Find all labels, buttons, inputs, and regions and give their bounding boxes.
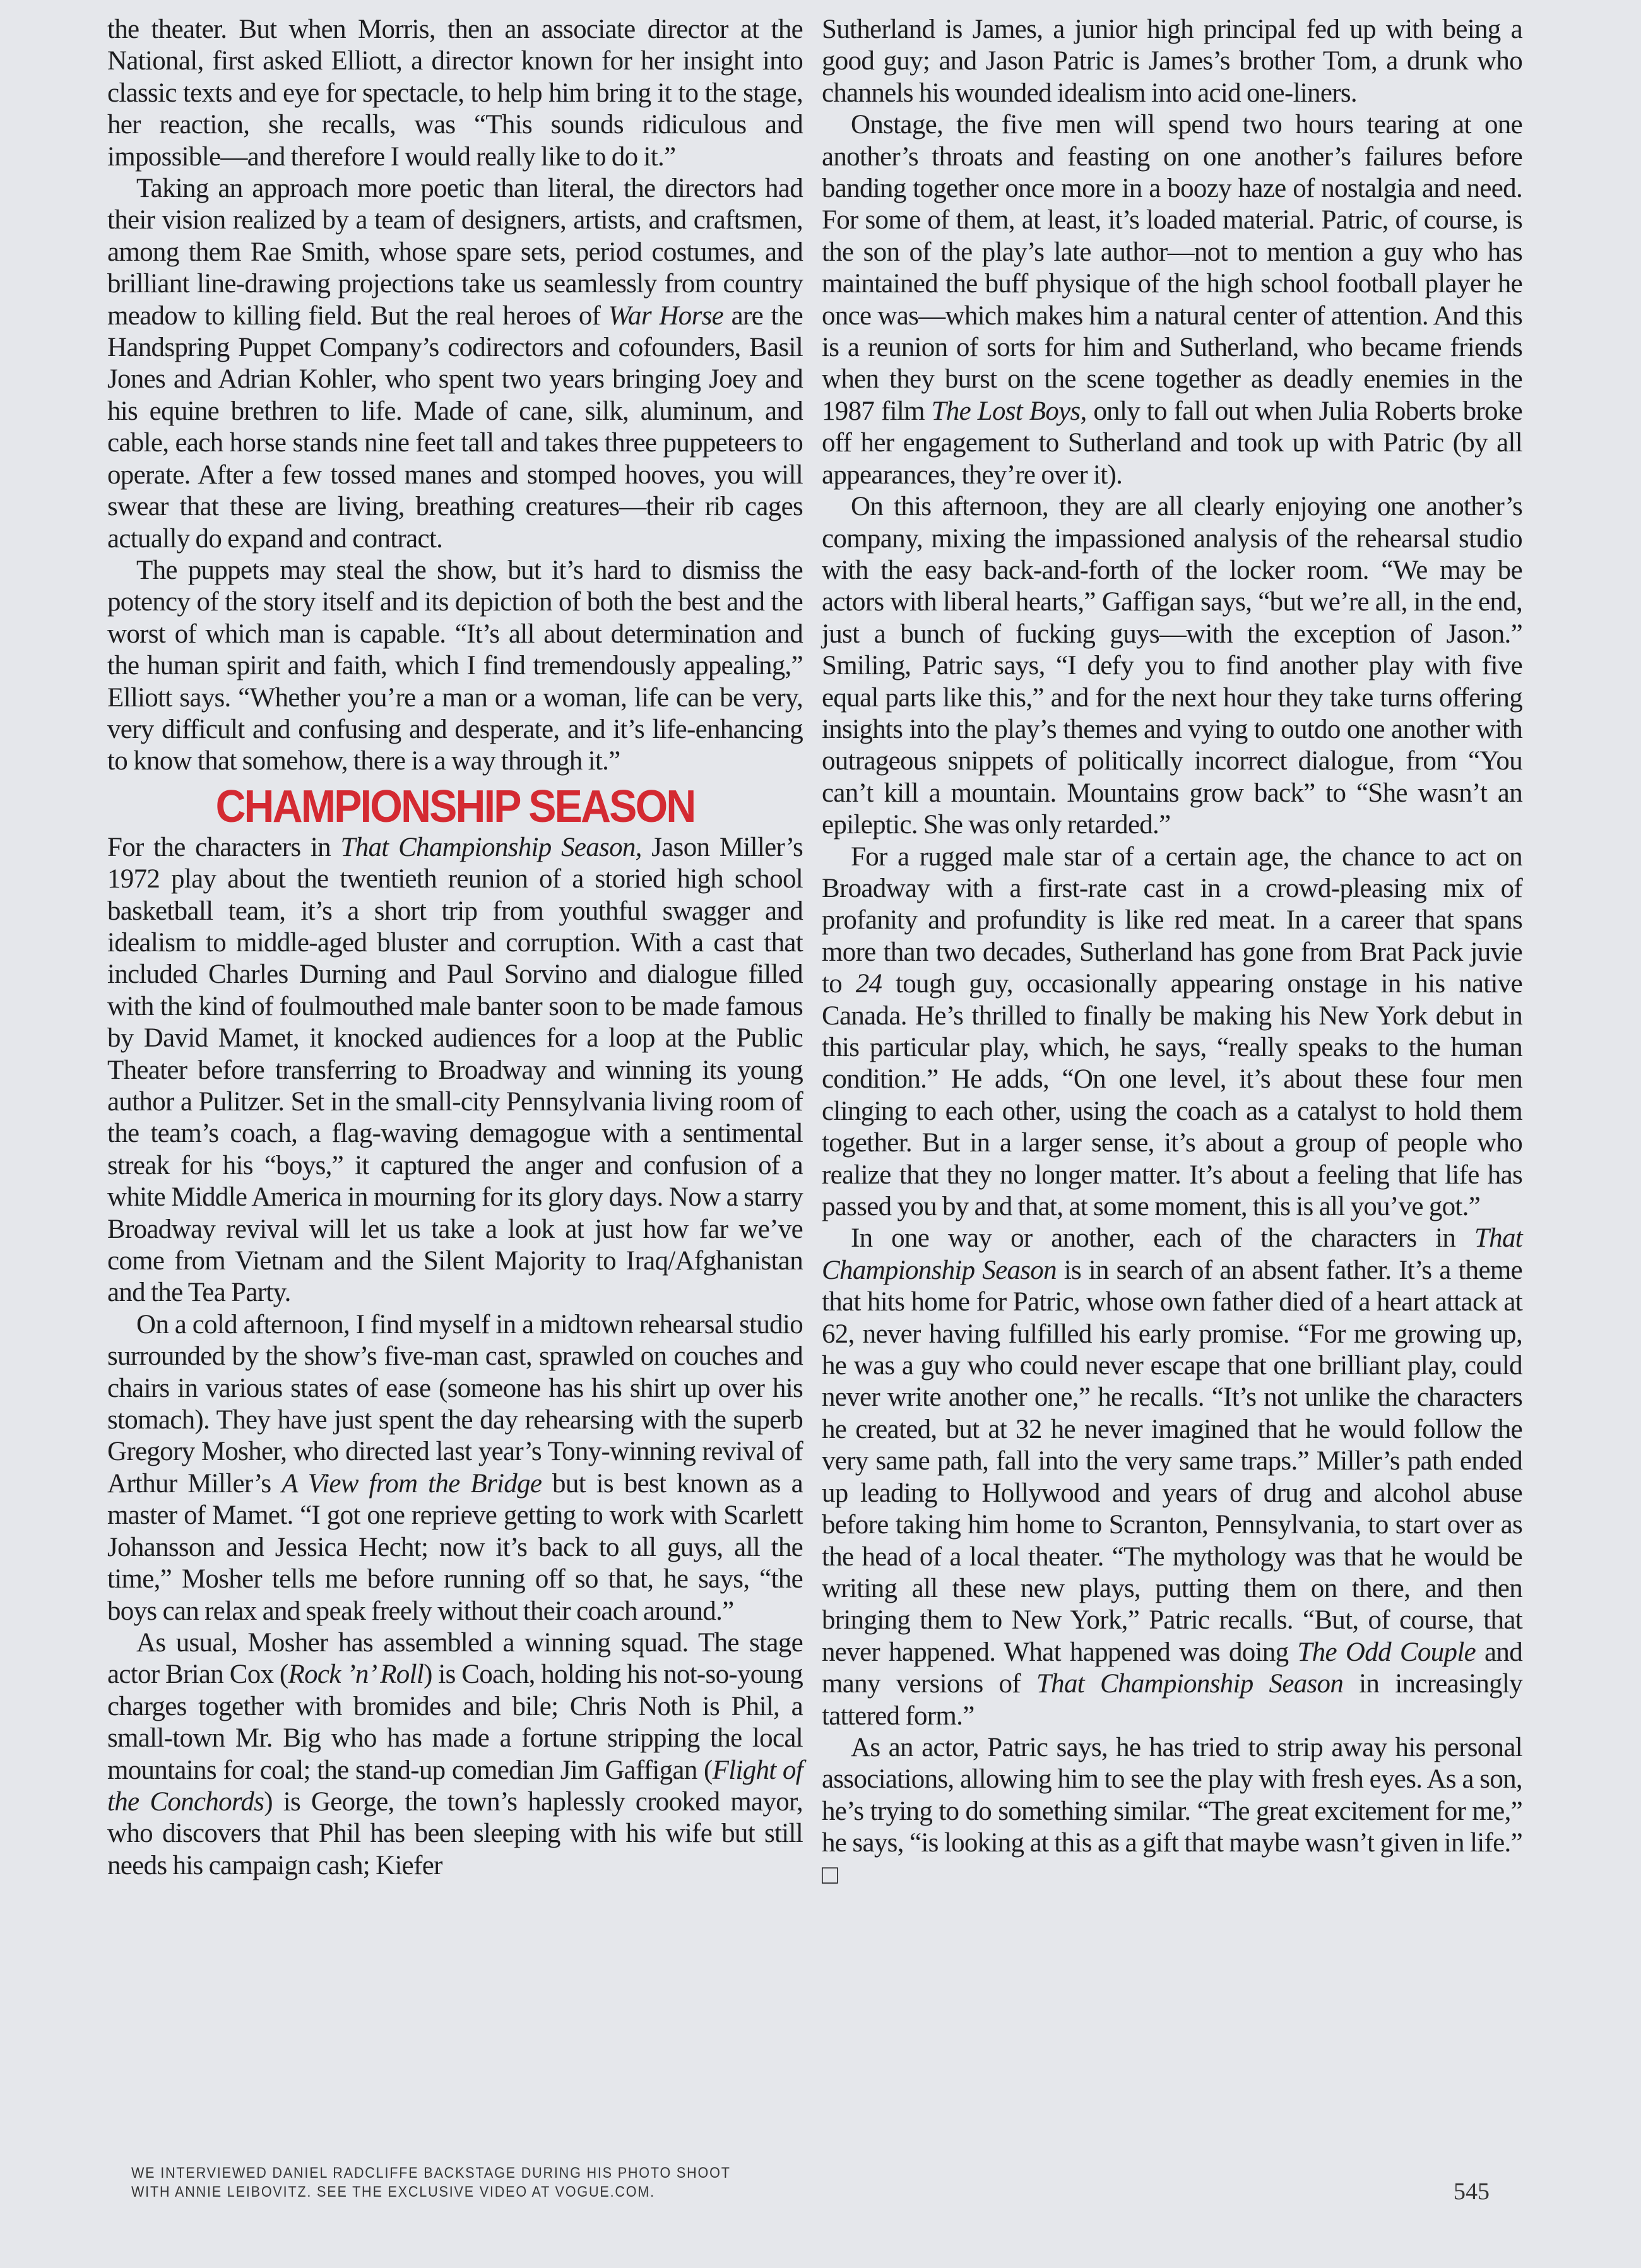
italic-title: The Odd Couple xyxy=(1297,1637,1476,1667)
paragraph-text: ) is Coach, holding his not-so-young charges together with bromides and bile; Chris Noth is Phil, a small-town Mr. Big who has made a fortune stripping the local mountains for coal; the stand-up comedian Jim Gaffigan ( xyxy=(107,1659,803,1785)
body-paragraph xyxy=(822,491,1522,841)
paragraph-text: are the Handspring Puppet Company’s codirectors and cofounders, Basil Jones and Adrian Kohler, who spent two years bringing Joey and his equine brethren to life. Made of cane, silk, aluminum, and cable, each horse stands nine feet tall and takes three puppeteers to operate. After a few tossed manes and stomped hooves, you will swear that these are living, breathing creatures—their rib cages actually do expand and contract. xyxy=(107,300,803,554)
paragraph-text: Taking an approach more poetic than literal, the directors had their vision realized by a team of designers, artists, and craftsmen, among them Rae Smith, whose spare sets, period costumes, and brilliant line-drawing projections take us seamlessly from country meadow to killing field. But the real heroes of xyxy=(107,174,803,331)
body-paragraph xyxy=(822,1732,1522,1891)
body-paragraph xyxy=(107,1309,803,1627)
italic-title: That Championship Season xyxy=(822,1223,1522,1285)
italic-title: 24 xyxy=(855,969,882,999)
paragraph-text: Jason Miller’s 1972 play about the twentieth reunion of a storied high school basketball team, it’s a short trip from youthful swagger and idealism to middle-aged bluster and corruption. With a cast that included Charles Durning and Paul Sorvino and dialogue filled with the kind of foulmouthed male banter soon to be made famous by David Mamet, it knocked audiences for a loop at the Public Theater before transferring to Broadway and winning its young author a Pulitzer. Set in the small-city Pennsylvania living room of the team’s coach, a flag-waving demagogue with a sentimental streak for his “boys,” it captured the anger and confusion of a white Middle America in mourning for its glory days. Now a starry Broadway revival will let us take a look at just how far we’ve come from Vietnam and the Silent Majority to Iraq/Afghanistan and the Tea Party. xyxy=(107,832,803,1308)
body-paragraph xyxy=(107,173,803,555)
paragraph-text: the theater. But when Morris, then an associate director at the National, first asked Elliott, a director known for her insight into classic texts and eye for spectacle, to help him bring it to the stage, her reaction, she recalls, was “This sounds ridiculous and impossible—and therefore I would really like to do it.” xyxy=(107,15,803,172)
paragraph-text: The puppets may steal the show, but it’s hard to dismiss the potency of the story itself and its depiction of both the best and the worst of which man is capable. “It’s all about determination and the human spirit and faith, which I find tremendously appealing,” Elliott says. “Whether you’re a man or a woman, life can be very, very difficult and confusing and desperate, and it’s life-enhancing to know that somehow, there is a way through it.” xyxy=(107,555,803,776)
paragraph-text: ) is George, the town’s haplessly crooked mayor, who discovers that Phil has been sleeping with his wife but still needs his campaign cash; Kiefer xyxy=(107,1786,803,1880)
paragraph-text: On a cold afternoon, I find myself in a midtown rehearsal studio surrounded by the show’s five-man cast, sprawled on couches and chairs in various states of ease (someone has his shirt up over his stomach). They have just spent the day rehearsing with the superb Gregory Mosher, who directed last year’s Tony-winning revival of Arthur Miller’s xyxy=(107,1309,803,1499)
paragraph-text: Onstage, the five men will spend two hours tearing at one another’s throats and feasting on one another’s failures before banding together once more in a boozy haze of nostalgia and need. For some of them, at least, it’s loaded material. Patric, of course, is the son of the play’s late author—not to mention a guy who has maintained the buff physique of the high school football player he once was—which makes him a natural center of attention. And this is a reunion of sorts for him and Sutherland, who became friends when they burst on the scene together as deadly enemies in the 1987 film xyxy=(822,110,1522,426)
italic-title: That Championship Season xyxy=(1036,1669,1344,1699)
body-paragraph xyxy=(107,555,803,778)
paragraph-text: in increasingly tattered form.” xyxy=(822,1669,1522,1731)
paragraph-text: In one way or another, each of the characters in xyxy=(851,1223,1474,1254)
italic-title: A View from the Bridge xyxy=(281,1468,542,1499)
paragraph-text: and many versions of xyxy=(822,1637,1522,1699)
italic-title: Rock ’n’ Roll xyxy=(288,1659,424,1690)
page-number: 545 xyxy=(1454,2178,1490,2205)
italic-title: That Championship Season, xyxy=(340,832,642,862)
section-heading: CHAMPIONSHIP SEASON xyxy=(215,781,695,832)
left-column xyxy=(107,14,803,1882)
italic-title: The Lost Boys, xyxy=(931,396,1087,426)
body-paragraph xyxy=(822,109,1522,491)
paragraph-text: For the characters in xyxy=(107,832,341,862)
paragraph-text: only to fall out when Julia Roberts broke off her engagement to Sutherland and took up with Patric (by all appearances, they’re over it). xyxy=(822,396,1523,490)
paragraph-text: tough guy, occasionally appearing onstage in his native Canada. He’s thrilled to finally be making his New York debut in this particular play, which, he says, “really speaks to the human condition.” He adds, “On one level, it’s about these four men clinging to each other, using the coach as a catalyst to hold them together. But in a larger sense, it’s about a group of people who realize that they no longer matter. It’s about a feeling that life has passed you by and that, at some moment, this is all you’ve got.” xyxy=(822,969,1522,1222)
body-paragraph xyxy=(822,14,1522,109)
body-paragraph xyxy=(822,1223,1522,1732)
paragraph-text: is in search of an absent father. It’s a theme that hits home for Patric, whose own father died of a heart attack at 62, never having fulfilled his early promise. “For me growing up, he was a guy who could never escape that one brilliant play, could never write another one,” he recalls. “It’s not unlike the characters he created, but at 32 he never imagined that he would follow the very same path, fall into the very same traps.” Miller’s path ended up leading to Hollywood and years of drug and alcohol abuse before taking him home to Scranton, Pennsylvania, to start over as the head of a local theater. “The mythology was that he would be writing all these new plays, putting them on there, and then bringing them to New York,” Patric recalls. “But, of course, that never happened. What happened was doing xyxy=(822,1255,1522,1667)
paragraph-text: As usual, Mosher has assembled a winning squad. The stage actor Brian Cox ( xyxy=(107,1627,803,1690)
body-paragraph xyxy=(822,841,1522,1223)
footer-line-2: WITH ANNIE LEIBOVITZ. SEE THE EXCLUSIVE VIDEO AT VOGUE.COM. xyxy=(131,2183,655,2200)
body-paragraph xyxy=(107,1627,803,1882)
italic-title: Flight of the Conchords xyxy=(107,1755,803,1817)
paragraph-text: On this afternoon, they are all clearly enjoying one another’s company, mixing the impassioned analysis of the rehearsal studio with the easy back-and-forth of the locker room. “We may be actors with liberal hearts,” Gaffigan says, “but we’re all, in the end, just a bunch of fucking guys—with the exception of Jason.” Smiling, Patric says, “I defy you to find another play with five equal parts like this,” and for the next hour they take turns offering insights into the play’s themes and vying to outdo one another with outrageous snippets of politically incorrect dialogue, from “You can’t kill a mountain. Mountains grow back” to “She wasn’t an epileptic. She was only retarded.” xyxy=(822,492,1522,840)
footer-line-1: WE INTERVIEWED DANIEL RADCLIFFE BACKSTAGE DURING HIS PHOTO SHOOT xyxy=(131,2164,731,2182)
italic-title: War Horse xyxy=(608,300,724,331)
footer-promo xyxy=(131,2164,731,2202)
body-paragraph xyxy=(107,832,803,1309)
paragraph-text: but is best known as a master of Mamet. “I got one reprieve getting to work with Scarlett Johansson and Jessica Hecht; now it’s back to all guys, all the time,” Mosher tells me before running off so that, he says, “the boys can relax and speak freely without their coach around.” xyxy=(107,1468,803,1626)
right-column xyxy=(822,14,1522,1891)
paragraph-text: Sutherland is James, a junior high principal fed up with being a good guy; and Jason Patric is James’s brother Tom, a drunk who channels his wounded idealism into acid one-liners. xyxy=(822,15,1522,108)
paragraph-text: As an actor, Patric says, he has tried to strip away his personal associations, allowing him to see the play with fresh eyes. As a son, he’s trying to do something similar. “The great excitement for me,” he says, “is looking at this as a gift that maybe wasn’t given in life.” □ xyxy=(822,1732,1522,1890)
paragraph-text: For a rugged male star of a certain age, the chance to act on Broadway with a first-rate cast in a crowd-pleasing mix of profanity and profundity is like red meat. In a career that spans more than two decades, Sutherland has gone from Brat Pack juvie to xyxy=(822,841,1522,999)
body-paragraph xyxy=(107,14,803,173)
